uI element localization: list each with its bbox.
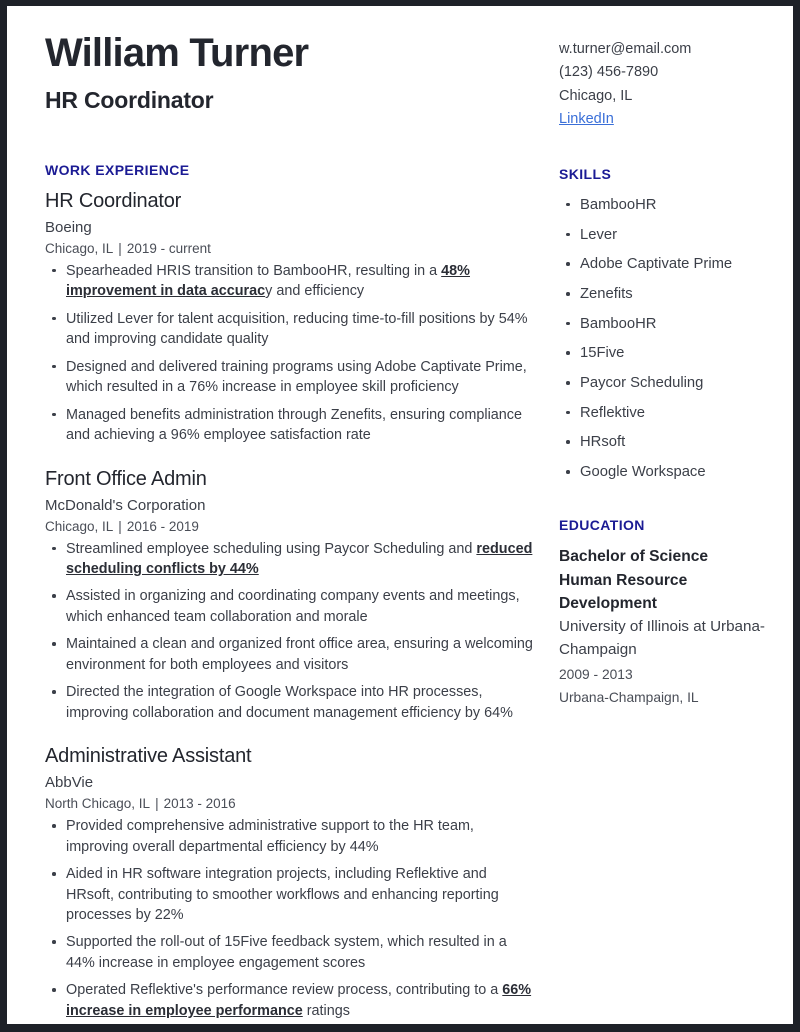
resume-body <box>45 132 763 1021</box>
skill-item: BambooHR <box>559 313 785 335</box>
job-title: Administrative Assistant <box>45 745 252 768</box>
job-bullet: Maintained a clean and organized front office area, ensuring a welcoming environment for both employees and visitors <box>45 634 537 675</box>
job-meta <box>45 519 537 534</box>
education-section <box>559 517 785 709</box>
sidebar <box>537 132 785 709</box>
skill-item: HRsoft <box>559 431 785 453</box>
job-company: Boeing <box>45 218 92 236</box>
job-meta-separator: | <box>155 796 159 812</box>
resume-header <box>45 32 763 132</box>
job-entry <box>45 745 537 1021</box>
job-location: Chicago, IL <box>45 518 114 534</box>
job-meta-separator: | <box>118 240 122 256</box>
work-experience-section <box>45 162 537 1021</box>
job-bullet: Spearheaded HRIS transition to BambooHR, resulting in a 48% improvement in data accuracy and efficiency <box>45 261 537 302</box>
job-bullet: Aided in HR software integration projects, including Reflektive and HRsoft, contributing to smoother workflows and enhancing reporting processes by 22% <box>45 864 537 925</box>
job-entry <box>45 468 537 724</box>
achievement-highlight: reduced scheduling conflicts by 44% <box>66 540 533 578</box>
contact-phone: (123) 456-7890 <box>559 64 659 81</box>
job-bullet: Assisted in organizing and coordinating company events and meetings, which enhanced team collaboration and morale <box>45 586 537 627</box>
job-location: Chicago, IL <box>45 240 114 256</box>
achievement-highlight: 48% improvement in data accurac <box>66 262 470 300</box>
job-list <box>45 190 537 1021</box>
job-company: McDonald's Corporation <box>45 496 206 514</box>
job-bullet: Directed the integration of Google Workspace into HR processes, improving collaboration and document management efficiency by 64% <box>45 682 537 723</box>
skill-item: BambooHR <box>559 194 785 216</box>
education-location: Urbana-Champaign, IL <box>559 690 699 706</box>
job-bullet: Supported the roll-out of 15Five feedback system, which resulted in a 44% increase in employee engagement scores <box>45 932 537 973</box>
skill-item: Zenefits <box>559 283 785 305</box>
job-dates: 2016 - 2019 <box>126 518 199 534</box>
education-heading: EDUCATION <box>559 517 645 534</box>
skill-item: Lever <box>559 224 785 246</box>
job-title: Front Office Admin <box>45 467 207 490</box>
job-bullet-list <box>45 261 537 446</box>
skill-item: Adobe Captivate Prime <box>559 253 785 275</box>
contact-email: w.turner@email.com <box>559 41 692 57</box>
job-bullet-list <box>45 539 537 724</box>
skill-item: Google Workspace <box>559 461 785 483</box>
linkedin-link[interactable]: LinkedIn <box>559 111 614 128</box>
education-school: University of Illinois at Urbana-Champaign <box>559 618 765 659</box>
job-title: HR Coordinator <box>45 189 182 212</box>
job-bullet: Designed and delivered training programs using Adobe Captivate Prime, which resulted in a 76% increase in employee skill proficiency <box>45 357 537 398</box>
education-degree-line-2: Human Resource <box>559 571 688 589</box>
candidate-name: William Turner <box>45 31 309 75</box>
job-bullet: Operated Reflektive's performance review process, contributing to a 66% increase in employee performance ratings <box>45 980 537 1021</box>
work-experience-heading: WORK EXPERIENCE <box>45 161 190 178</box>
job-bullet: Streamlined employee scheduling using Paycor Scheduling and reduced scheduling conflicts by 44% <box>45 539 537 580</box>
job-meta-separator: | <box>118 518 122 534</box>
job-dates: 2019 - current <box>126 240 211 256</box>
job-meta <box>45 241 537 256</box>
achievement-highlight: 66% increase in employee performance <box>66 982 532 1019</box>
education-dates: 2009 - 2013 <box>559 667 633 683</box>
header-identity <box>45 32 537 114</box>
job-dates: 2013 - 2016 <box>163 796 236 812</box>
job-bullet: Managed benefits administration through Zenefits, ensuring compliance and achieving a 96% employee satisfaction rate <box>45 405 537 446</box>
skill-item: 15Five <box>559 342 785 364</box>
contact-location: Chicago, IL <box>559 87 633 104</box>
education-degree-line-3: Development <box>559 595 657 613</box>
job-meta <box>45 796 537 811</box>
job-location: North Chicago, IL <box>45 796 151 812</box>
job-bullet: Utilized Lever for talent acquisition, reducing time-to-fill positions by 54% and improving candidate quality <box>45 309 537 350</box>
job-entry <box>45 190 537 446</box>
education-degree-line-1: Bachelor of Science <box>559 548 709 566</box>
job-bullet-list <box>45 816 537 1021</box>
job-bullet: Provided comprehensive administrative support to the HR team, improving overall departmental efficiency by 44% <box>45 816 537 857</box>
skills-section <box>559 166 785 483</box>
contact-block <box>537 32 785 132</box>
skill-item: Reflektive <box>559 402 785 424</box>
job-company: AbbVie <box>45 774 94 792</box>
candidate-headline: HR Coordinator <box>45 87 214 114</box>
skills-list <box>559 194 785 483</box>
skill-item: Paycor Scheduling <box>559 372 785 394</box>
skills-heading: SKILLS <box>559 165 612 182</box>
resume-page <box>7 6 793 1024</box>
